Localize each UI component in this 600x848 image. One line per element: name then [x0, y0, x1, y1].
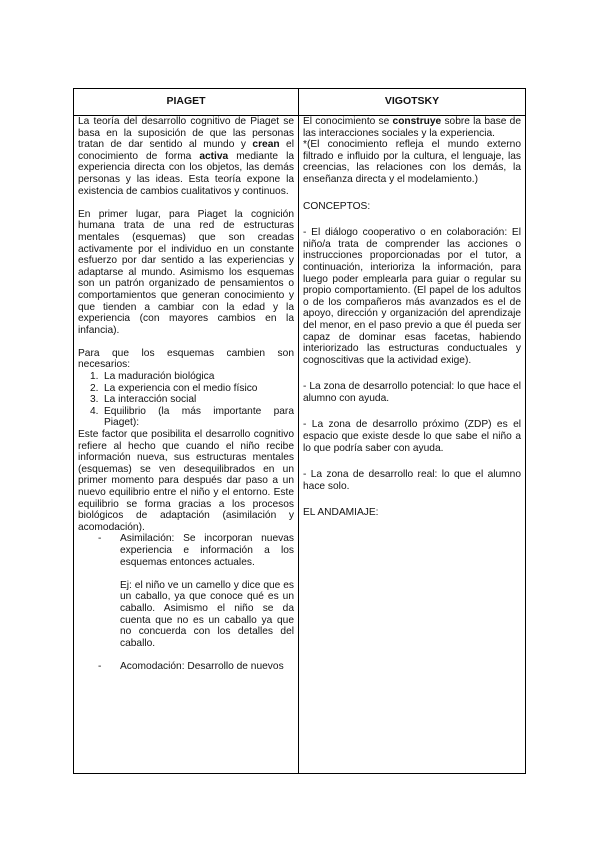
list-item: 3. La interacción social — [90, 394, 197, 406]
camello-example: Ej: el niño ve un camello y dice que es un caballo, ya que conoce qué es un caballo. Asimismo el niño se da cuenta que no es un caballo ya que no concuerda con los detalles del caballo. — [120, 579, 294, 649]
asimilacion-item: - Asimilación: Se incorporan nuevas experiencia e información a los esquemas entonces actuales. — [98, 533, 294, 568]
andamiaje-heading: EL ANDAMIAJE: — [303, 507, 379, 519]
header-vigotsky: VIGOTSKY — [299, 89, 526, 116]
piaget-necesarios: Para que los esquemas cambien son necesarios: — [78, 347, 294, 371]
piaget-schemas: En primer lugar, para Piaget la cognición humana trata de una red de estructuras mentales (esquemas) que son creadas activamente por el individuo en un constante esfuerzo por dar sentido a las experiencias y adaptarse al mundo. Asimismo los esquemas son un patrón organizado de pensamientos o comportamientos que generan conocimiento y que tienden a cambiar con la edad y la experiencia (con mayores cambios en la infancia). — [78, 208, 294, 336]
list-item: 4. Equilibrio (la más importante para Piaget): — [90, 405, 294, 429]
list-item: 1. La maduración biológica — [90, 371, 215, 383]
list-item: 2. La experiencia con el medio físico — [90, 382, 258, 394]
acomodacion-item: - Acomodación: Desarrollo de nuevos — [98, 660, 284, 672]
header-piaget: PIAGET — [74, 89, 299, 116]
vigotsky-note: *(El conocimiento refleja el mundo externo filtrado e influido por la cultura, el lenguaje, las creencias, las relaciones con los demás, la enseñanza directa y el modelamiento.) — [303, 139, 521, 185]
header-row — [74, 89, 526, 116]
factors-list — [78, 371, 294, 429]
zona-potencial: - La zona de desarrollo potencial: lo que hace el alumno con ayuda. — [303, 381, 521, 404]
word-crean: crean — [252, 139, 280, 151]
piaget-intro: La teoría del desarrollo cognitivo de Piaget se basa en la suposición de que las personas tratan de dar sentido al mundo y crean el conocimiento de forma activa mediante la experiencia directa con los objetos, las demás personas y las ideas. Esta teoría expone la existencia de cambios cualitativos y continuos. — [78, 116, 295, 197]
comparison-table — [73, 88, 526, 774]
vigotsky-column — [299, 116, 526, 774]
zona-real: - La zona de desarrollo real: lo que el alumno hace solo. — [303, 469, 521, 492]
zona-proximo: - La zona de desarrollo próximo (ZDP) es el espacio que existe desde lo que sabe el niño a lo que podría saber con ayuda. — [303, 419, 521, 454]
word-construye: construye — [392, 116, 442, 127]
content-row — [74, 116, 526, 774]
piaget-equilibrio: Este factor que posibilita el desarrollo cognitivo refiere al hecho que cuando el niño recibe información nueva, sus estructuras mentales (esquemas) se ven desequilibrados en un primer momento para después dar paso a un nuevo equilibrio entre el niño y el entorno. Este equilibrio se forma gracias a los procesos biológicos de adaptación (asimilación y acomodación). — [78, 429, 294, 533]
word-activa: activa — [199, 150, 229, 162]
vigotsky-intro: El conocimiento se construye sobre la base de las interacciones sociales y la experiencia. — [303, 116, 521, 139]
piaget-column — [74, 116, 299, 774]
conceptos-heading: CONCEPTOS: — [303, 200, 371, 212]
dialogo-cooperativo: - El diálogo cooperativo o en colaboración: El niño/a trata de comprender las acciones o instrucciones proporcionadas por el tutor, a continuación, interioriza la información, para luego poder emplearla para guiar o regular su propio comportamiento. (El papel de los adultos o de los compañeros más avanzados es el de apoyo, dirección y organización del aprendizaje del menor, en el paso previo a que él pueda ser capaz de dominar esas facetas, habiendo interiorizado las estructuras conductuales y cognoscitivas que la actividad exige). — [303, 227, 521, 366]
